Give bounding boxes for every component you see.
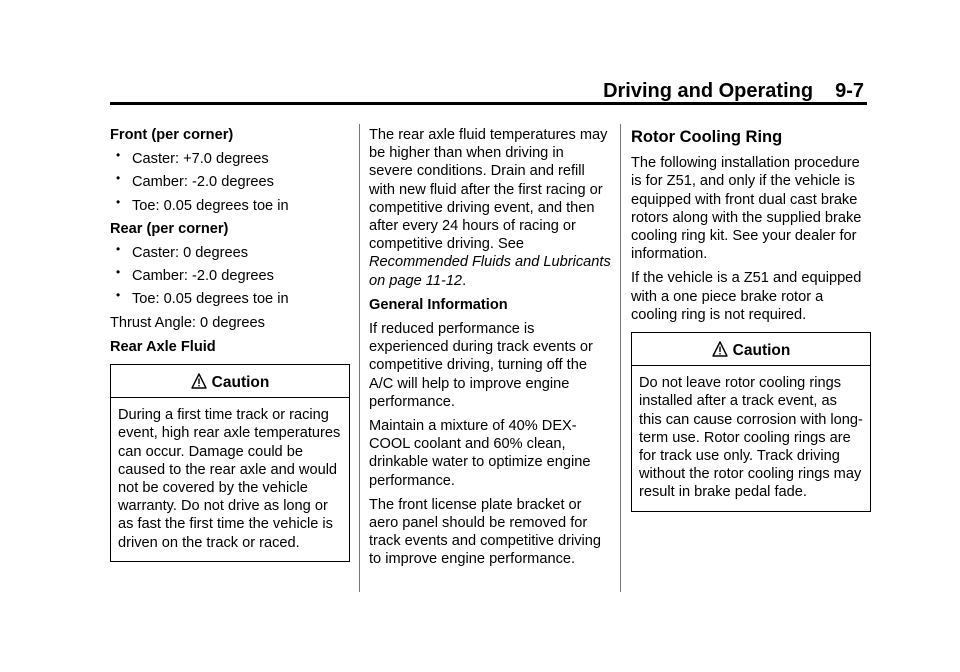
axle-fluid-paragraph	[369, 126, 611, 290]
paragraph: If the vehicle is a Z51 and equipped with a one piece brake rotor a cooling ring is not required.	[631, 270, 862, 323]
caution-icon	[191, 373, 207, 390]
front-heading: Front (per corner)	[110, 127, 234, 143]
caution-header	[111, 365, 349, 397]
thrust-angle: Thrust Angle: 0 degrees	[110, 314, 265, 331]
front-list	[110, 150, 350, 215]
paragraph-text: The rear axle fluid temperatures may be higher than when driving in severe conditions. Drain and refill with new fluid after the first racing or competitive driving event, and then after every 24 hours of racing or competitive driving. See	[369, 127, 608, 253]
general-info-heading: General Information	[369, 296, 508, 313]
caution-header	[632, 333, 870, 365]
list-item: • Camber: -2.0 degrees	[110, 267, 350, 285]
column-divider	[359, 124, 360, 592]
rear-heading: Rear (per corner)	[110, 220, 229, 237]
caution-title: Caution	[211, 374, 270, 392]
column-left	[110, 126, 350, 562]
list-item: • Caster: +7.0 degrees	[110, 150, 350, 168]
caution-title: Caution	[732, 342, 791, 360]
rear-list	[110, 244, 350, 309]
list-item: • Camber: -2.0 degrees	[110, 173, 350, 191]
header-rule	[110, 102, 867, 105]
column-right	[631, 126, 871, 512]
caution-box	[631, 332, 871, 512]
caution-box	[110, 364, 350, 562]
rear-axle-heading: Rear Axle Fluid	[110, 338, 216, 355]
list-item: • Toe: 0.05 degrees toe in	[110, 197, 350, 215]
caution-text: Do not leave rotor cooling rings installed after a track event, as this can cause corrosion with long-term use. Rotor cooling rings are for track use only. Track driving without the rotor cooling rings may result in brake pedal fade.	[639, 375, 863, 501]
section-heading: Rotor Cooling Ring	[631, 128, 783, 146]
caution-text: During a first time track or racing event, high rear axle temperatures can occur. Damage could be caused to the rear axle and would not be covered by the vehicle warranty. Do not drive as long or as fast the first time the vehicle is driven on the track or raced.	[118, 407, 341, 551]
running-header	[603, 80, 864, 103]
cross-reference-link[interactable]: Recommended Fluids and Lubricants on page 11-12	[369, 254, 611, 289]
paragraph: The front license plate bracket or aero panel should be removed for track events and competitive driving to improve engine performance.	[369, 496, 601, 568]
list-item: • Toe: 0.05 degrees toe in	[110, 290, 350, 308]
column-middle	[369, 126, 611, 575]
caution-icon	[712, 341, 728, 358]
list-item: • Caster: 0 degrees	[110, 244, 350, 262]
column-divider	[620, 124, 621, 592]
paragraph: If reduced performance is experienced during track events or competitive driving, turning off the A/C will help to improve engine performance.	[369, 321, 593, 410]
paragraph-end: .	[462, 272, 467, 289]
paragraph: Maintain a mixture of 40% DEX-COOL coolant and 60% clean, drinkable water to optimize engine performance.	[369, 418, 591, 489]
paragraph: The following installation procedure is for Z51, and only if the vehicle is equipped with front dual cast brake rotors along with the supplied brake cooling ring kit. See your dealer for information.	[631, 155, 862, 263]
section-title: Driving and Operating	[603, 80, 814, 102]
page-number: 9-7	[835, 80, 864, 102]
